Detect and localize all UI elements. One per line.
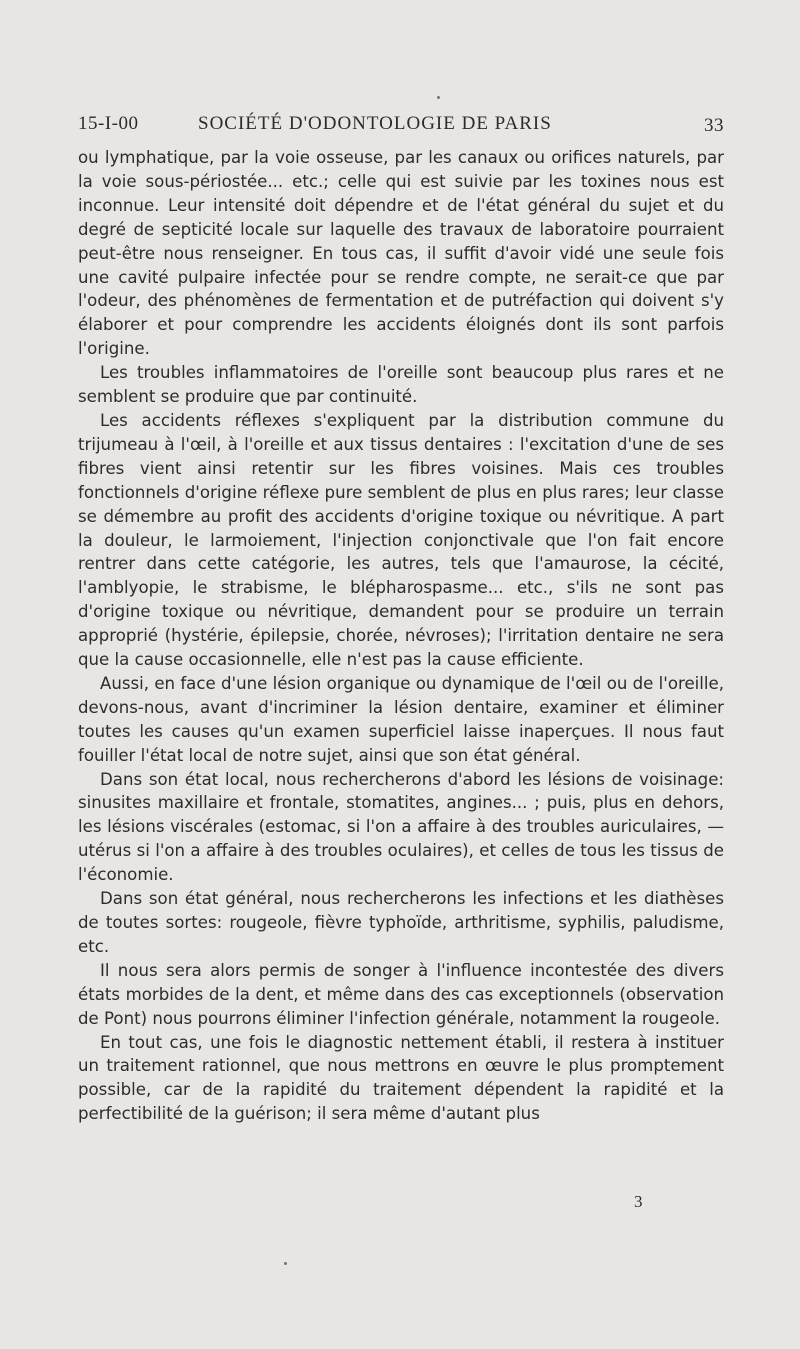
paper-speck <box>284 1262 287 1265</box>
paragraph: Aussi, en face d'une lésion organique ou dynamique de l'œil ou de l'oreille, devons-nous, avant d'incriminer la lésion dentaire, examiner et éliminer toutes les causes qu'un examen superficiel laisse inaperçues. Il nous faut fouiller l'état local de notre sujet, ainsi que son état général. <box>78 673 724 765</box>
paragraph: Dans son état général, nous rechercherons les infections et les diathèses de toutes sortes: rougeole, fièvre typhoïde, arthritisme, syphilis, paludisme, etc. <box>78 889 724 956</box>
paragraph: Il nous sera alors permis de songer à l'influence incontestée des divers états morbides de la dent, et même dans des cas exceptionnels (observation de Pont) nous pourrons éliminer l'infection générale, notamment la rougeole. <box>78 960 724 1028</box>
paragraph: Les accidents réflexes s'expliquent par la distribution commune du trijumeau à l'œil, à l'oreille et aux tissus dentaires : l'excitation d'une de ses fibres vient ainsi retentir sur les fibres voisines. Mais ces troubles fonctionnels d'origine réflexe pure semblent de plus en plus rares; leur classe se démembre au profit des accidents d'origine toxique ou névritique. A part la douleur, le larmoiement, l'injection conjonctivale que l'on fait encore rentrer dans cette catégorie, les autres, tels que l'amaurose, la cécité, l'amblyopie, le strabisme, le blépharospasme... etc., s'ils ne sont pas d'origine toxique ou névritique, demandent pour se produire un terrain approprié (hystérie, épilepsie, chorée, névroses); l'irritation dentaire ne sera que la cause occasionnelle, elle n'est pas la cause efficiente. <box>78 410 724 670</box>
paragraph: En tout cas, une fois le diagnostic nettement établi, il restera à instituer un traitement rationnel, que nous mettrons en œuvre le plus promptement possible, car de la rapidité du traitement dépendent la rapidité et la perfectibilité de la guérison; il sera même d'autant plus <box>78 1032 724 1124</box>
body-text <box>78 146 724 1126</box>
running-header <box>78 113 724 141</box>
header-journal-title: SOCIÉTÉ D'ODONTOLOGIE DE PARIS <box>198 113 552 134</box>
header-date: 15-I-00 <box>78 113 139 134</box>
paragraph: ou lymphatique, par la voie osseuse, par les canaux ou orifices naturels, par la voie sous-périostée... etc.; celle qui est suivie par les toxines nous est inconnue. Leur intensité doit dépendre et de l'état général du sujet et du degré de septicité locale sur laquelle des travaux de laboratoire pourraient peut-être nous renseigner. En tous cas, il suffit d'avoir vidé une seule fois une cavité pulpaire infectée pour se rendre compte, ne serait-ce que par l'odeur, des phénomènes de fermentation et de putréfaction qui doivent s'y élaborer et pour comprendre les accidents éloignés dont ils sont parfois l'origine. <box>78 148 724 359</box>
paper-speck <box>437 96 440 99</box>
printer-signature-mark: 3 <box>634 1192 643 1211</box>
paragraph: Les troubles inflammatoires de l'oreille sont beaucoup plus rares et ne semblent se produire que par continuité. <box>78 363 724 407</box>
page-number: 33 <box>704 115 724 136</box>
paragraph: Dans son état local, nous rechercherons d'abord les lésions de voisinage: sinusites maxillaire et frontale, stomatites, angines... ; puis, plus en dehors, les lésions viscérales (estomac, si l'on a affaire à des troubles auriculaires, — utérus si l'on a affaire à des troubles oculaires), et celles de tous les tissus de l'économie. <box>78 769 724 885</box>
